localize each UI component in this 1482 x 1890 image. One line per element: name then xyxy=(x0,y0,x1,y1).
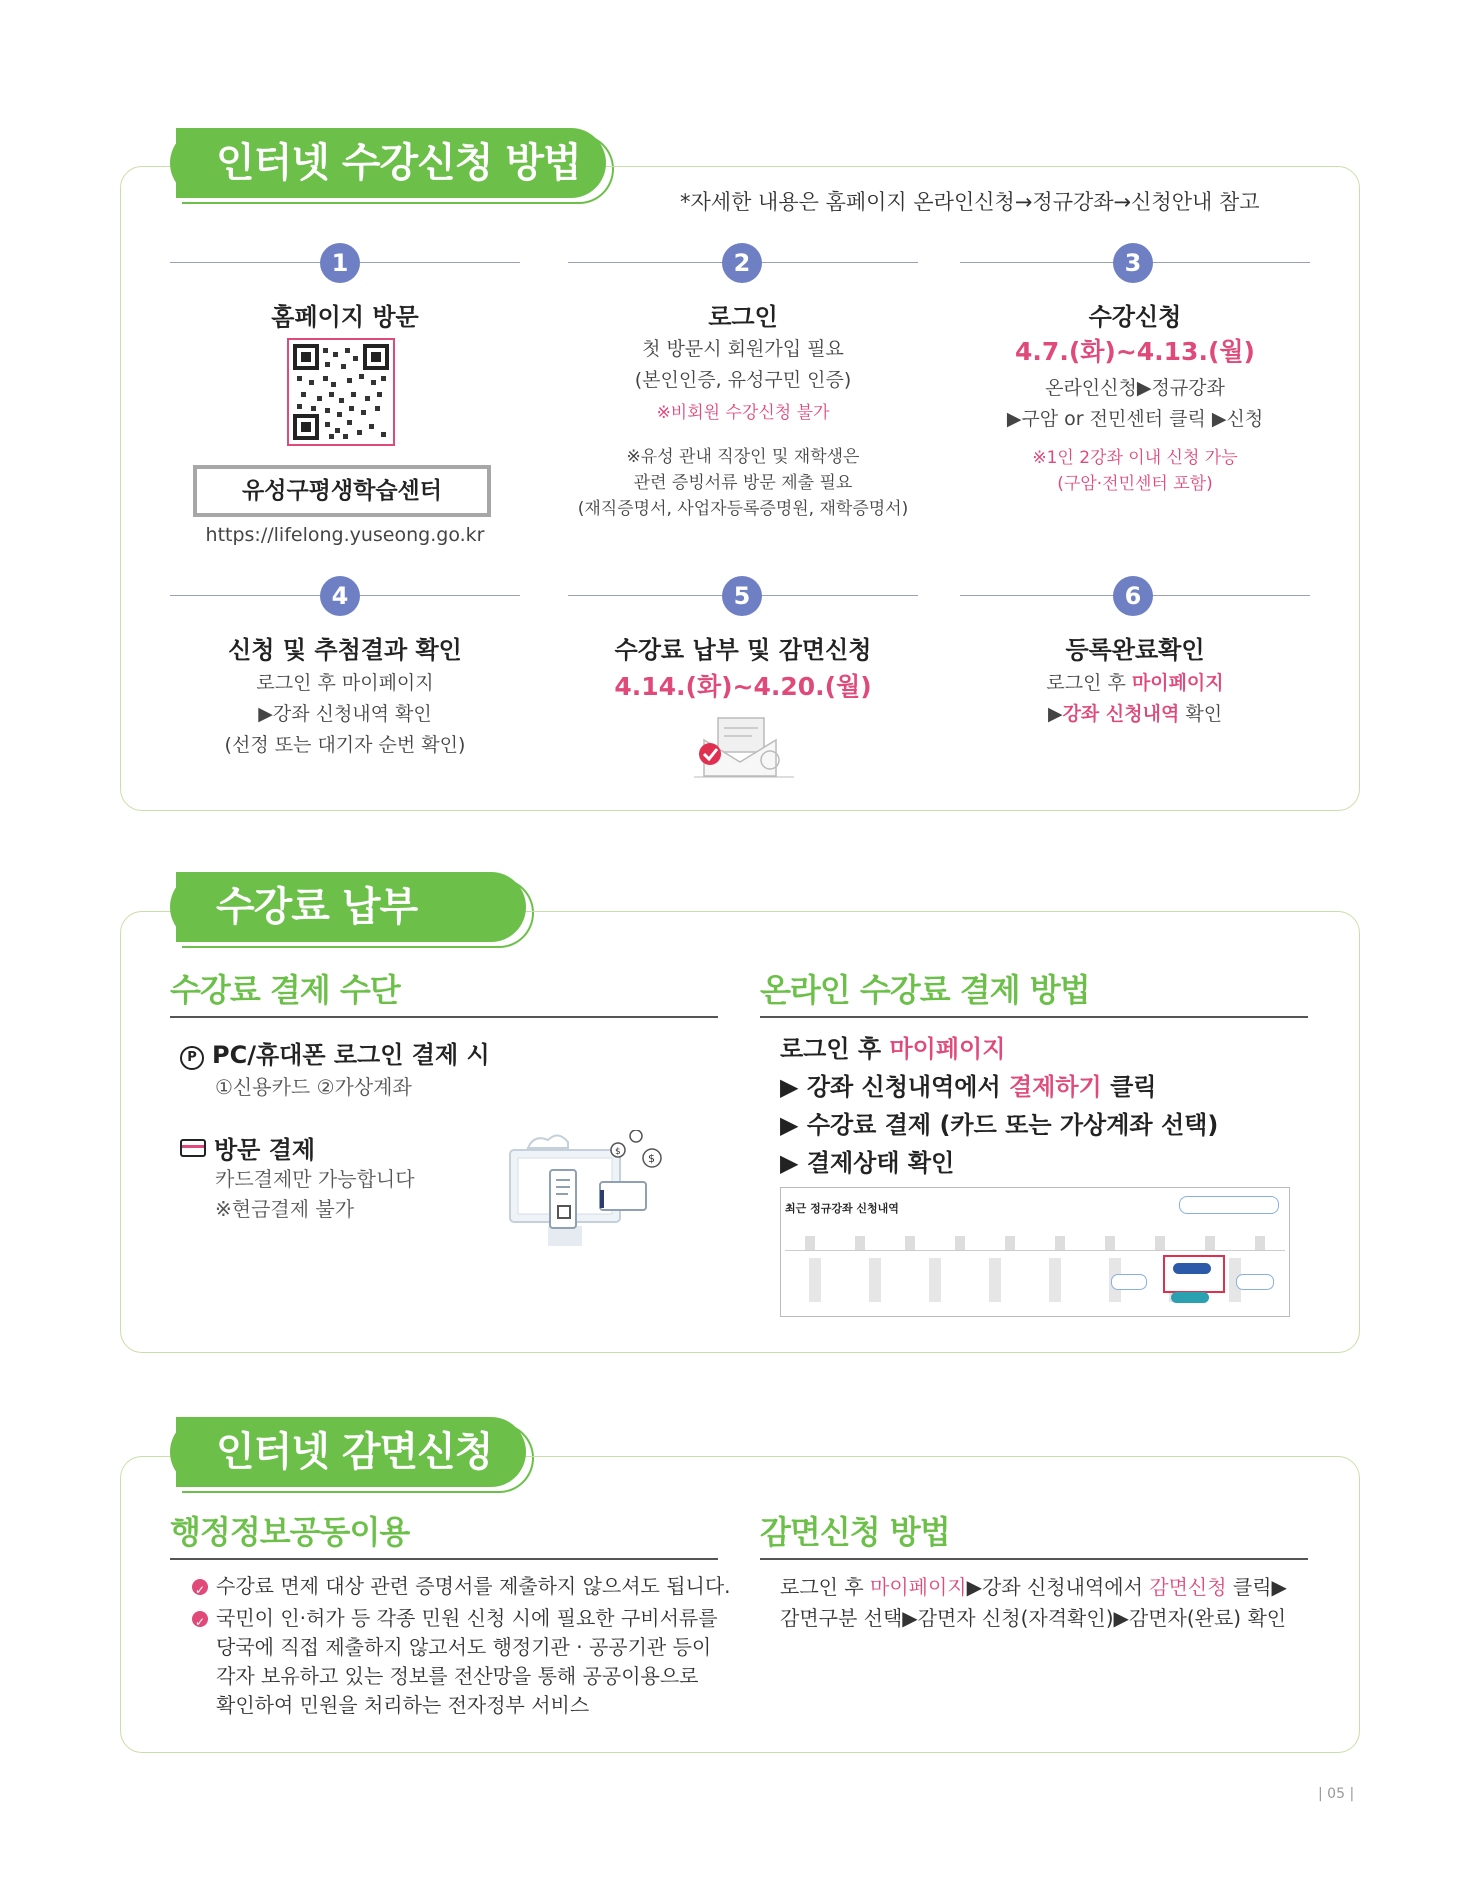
step-line: ▶강좌 신청내역 확인 xyxy=(1047,703,1223,725)
bullet-item: ✓국민이 인·허가 등 각종 민원 신청 시에 필요한 구비서류를 xyxy=(192,1604,731,1633)
reduction-bullets xyxy=(192,1572,731,1720)
envelope-check-icon xyxy=(690,710,800,780)
step-title: 로그인 xyxy=(708,303,778,331)
pay-button xyxy=(1173,1263,1211,1274)
card-icon xyxy=(180,1139,206,1157)
step-line: (구암·전민센터 포함) xyxy=(1057,474,1213,494)
step-title: 수강신청 xyxy=(1088,303,1182,331)
site-name: 유성구평생학습센터 xyxy=(242,478,442,504)
reduction-method-text xyxy=(780,1572,1287,1634)
step-number: 1 xyxy=(320,243,360,283)
detail-button xyxy=(1111,1274,1147,1290)
pc-payment-title: P PC/휴대폰 로그인 결제 시 xyxy=(180,1035,490,1070)
step-number: 6 xyxy=(1113,576,1153,616)
step-line: 관련 증빙서류 방문 제출 필요 xyxy=(633,473,853,493)
payment-flow xyxy=(780,1030,1218,1182)
step-line: 로그인 후 마이페이지 xyxy=(1046,672,1224,694)
section-payment-tab xyxy=(176,872,526,942)
flow-step: ▶ 수강료 결제 (카드 또는 가상계좌 선택) xyxy=(780,1111,1219,1139)
check-icon xyxy=(192,1611,208,1627)
check-icon xyxy=(192,1579,208,1595)
pc-payment-icon: P xyxy=(180,1046,204,1070)
step-warning: ※비회원 수강신청 불가 xyxy=(656,403,830,423)
reduction-method-heading: 감면신청 방법 xyxy=(760,1513,950,1551)
cancel-button xyxy=(1236,1274,1274,1290)
step-warning xyxy=(960,445,1310,497)
bullet-line: 당국에 직접 제출하지 않고서도 행정기관 · 공공기관 등이 xyxy=(216,1635,712,1659)
history-title: 최근 정규강좌 신청내역 xyxy=(785,1202,899,1215)
pc-payment-methods: ①신용카드 ②가상계좌 xyxy=(215,1075,412,1099)
shared-admin-info-heading: 행정정보공동이용 xyxy=(170,1513,410,1551)
flow-step: 로그인 후 마이페이지 xyxy=(780,1035,1006,1063)
signup-date: 4.7.(화)~4.13.(월) xyxy=(1015,337,1255,366)
history-header-row xyxy=(785,1236,1285,1251)
step-line: ※1인 2강좌 이내 신청 가능 xyxy=(1032,448,1238,468)
site-name-box xyxy=(193,465,491,517)
visit-payment-note xyxy=(215,1164,415,1224)
flow-step: ▶ 결제상태 확인 xyxy=(780,1149,955,1177)
section-signup-tab xyxy=(176,128,606,198)
step-number: 5 xyxy=(722,576,762,616)
svg-text:$: $ xyxy=(648,1152,655,1165)
section-signup-title: 인터넷 수강신청 방법 xyxy=(216,140,581,186)
step-line: (선정 또는 대기자 순번 확인) xyxy=(224,734,466,756)
history-top-button xyxy=(1179,1196,1279,1214)
step-text xyxy=(960,373,1310,435)
step-line: ※유성 관내 직장인 및 재학생은 xyxy=(626,447,860,467)
reduction-button xyxy=(1171,1292,1209,1303)
section-reduction-tab xyxy=(176,1417,526,1487)
step-line: ▶구암 or 전민센터 클릭 ▶신청 xyxy=(1006,408,1264,430)
step-line: (재직증명서, 사업자등록증명원, 재학증명서) xyxy=(577,499,909,519)
visit-payment-title: 방문 결제 xyxy=(180,1130,315,1165)
step-number: 2 xyxy=(722,243,762,283)
heading-underline xyxy=(760,1016,1308,1018)
step-line: 로그인 후 마이페이지 xyxy=(256,672,434,694)
step-title: 등록완료확인 xyxy=(1065,636,1205,664)
signup-note: *자세한 내용은 홈페이지 온라인신청→정규강좌→신청안내 참고 xyxy=(680,190,1260,214)
step-title: 신청 및 추첨결과 확인 xyxy=(228,636,462,664)
qr-code-icon xyxy=(287,338,395,446)
visit-note-line: ※현금결제 불가 xyxy=(215,1197,355,1221)
method-line: 로그인 후 마이페이지▶강좌 신청내역에서 감면신청 클릭▶ xyxy=(780,1575,1287,1599)
step-text xyxy=(170,668,520,761)
section-reduction-title: 인터넷 감면신청 xyxy=(216,1429,493,1475)
step-extra xyxy=(548,444,938,522)
heading-underline xyxy=(760,1558,1308,1560)
page-number: | 05 | xyxy=(1318,1786,1355,1802)
heading-underline xyxy=(170,1016,718,1018)
step-title: 홈페이지 방문 xyxy=(271,303,419,331)
step-text xyxy=(568,334,918,429)
payment-methods-heading: 수강료 결제 수단 xyxy=(170,971,400,1009)
visit-note-line: 카드결제만 가능합니다 xyxy=(215,1167,415,1191)
step-line: (본인인증, 유성구민 인증) xyxy=(634,369,852,391)
step-line: ▶강좌 신청내역 확인 xyxy=(258,703,432,725)
section-payment-title: 수강료 납부 xyxy=(216,884,418,930)
step-line: 첫 방문시 회원가입 필요 xyxy=(642,338,844,360)
step-title: 수강료 납부 및 감면신청 xyxy=(614,636,872,664)
step-number: 4 xyxy=(320,576,360,616)
online-payment-illustration-icon xyxy=(508,1130,668,1260)
heading-underline xyxy=(170,1558,718,1560)
svg-text:$: $ xyxy=(615,1147,621,1157)
bullet-item: ✓수강료 면제 대상 관련 증명서를 제출하지 않으셔도 됩니다. xyxy=(192,1572,731,1601)
flow-step: ▶ 강좌 신청내역에서 결제하기 클릭 xyxy=(780,1073,1157,1101)
step-line: 온라인신청▶정규강좌 xyxy=(1045,377,1225,399)
method-line: 감면구분 선택▶감면자 신청(자격확인)▶감면자(완료) 확인 xyxy=(780,1606,1287,1630)
pay-button-highlight xyxy=(1163,1255,1225,1293)
payment-date: 4.14.(화)~4.20.(월) xyxy=(614,672,872,701)
site-url-link[interactable]: https://lifelong.yuseong.go.kr xyxy=(205,524,485,546)
step-number: 3 xyxy=(1113,243,1153,283)
application-history-screenshot xyxy=(780,1187,1290,1317)
bullet-line: 확인하여 민원을 처리하는 전자정부 서비스 xyxy=(216,1693,590,1717)
bullet-line: 각자 보유하고 있는 정보를 전산망을 통해 공공이용으로 xyxy=(216,1664,699,1688)
step-text xyxy=(960,668,1310,730)
online-payment-heading: 온라인 수강료 결제 방법 xyxy=(760,971,1090,1009)
